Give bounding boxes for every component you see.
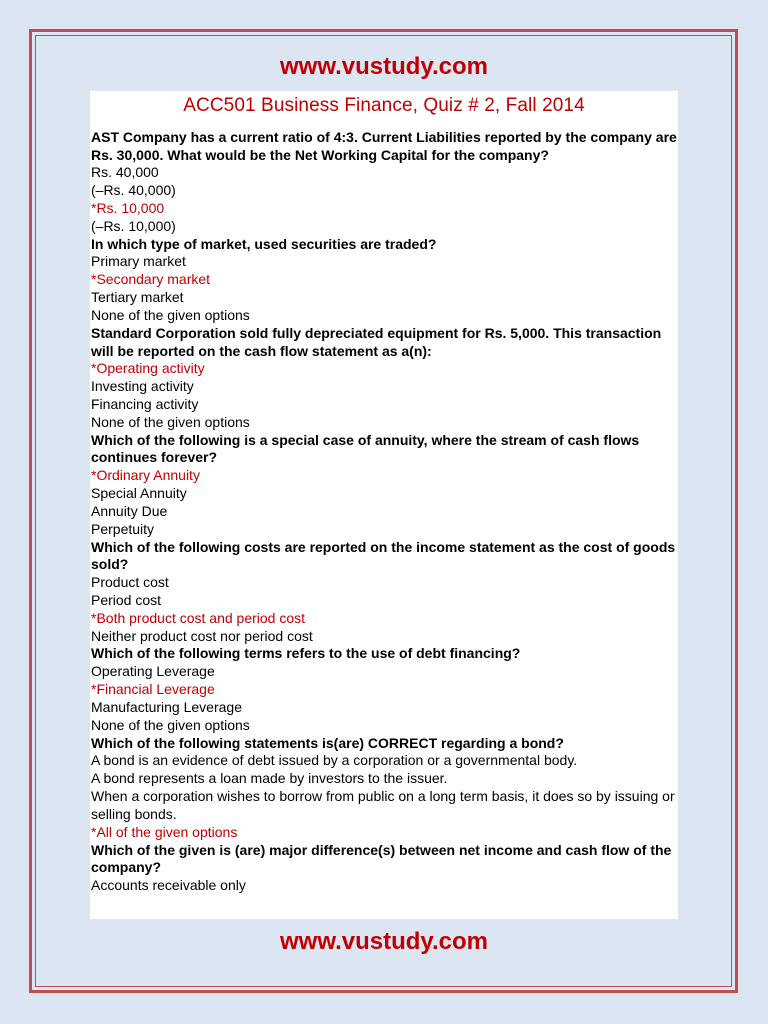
correct-answer-option: *Both product cost and period cost: [91, 609, 306, 626]
answer-option: Special Annuity: [91, 484, 187, 501]
answer-option: Annuity Due: [91, 502, 168, 519]
answer-option: A bond represents a loan made by investors to the issuer.: [91, 770, 448, 787]
answer-option: When a corporation wishes to borrow from public on a long term basis, it does so by issuing or selling bonds.: [91, 788, 675, 822]
question-text: Which of the given is (are) major difference(s) between net income and cash flow of the company?: [91, 841, 672, 876]
answer-option: None of the given options: [91, 307, 250, 324]
correct-answer-option: *All of the given options: [91, 823, 238, 840]
document-panel: [90, 91, 678, 919]
answer-option: Manufacturing Leverage: [91, 698, 242, 715]
question-text: In which type of market, used securities are traded?: [91, 235, 437, 252]
question-text: Which of the following statements is(are) CORRECT regarding a bond?: [91, 734, 564, 751]
answer-option: Rs. 40,000: [91, 164, 159, 181]
answer-option: (–Rs. 40,000): [91, 182, 176, 199]
site-url-footer[interactable]: www.vustudy.com: [279, 928, 489, 955]
question-text: Which of the following costs are reported on the income statement as the cost of goods sold?: [91, 538, 676, 573]
answer-option: A bond is an evidence of debt issued by a corporation or a governmental body.: [91, 752, 578, 769]
answer-option: Tertiary market: [91, 289, 184, 306]
quiz-list: [90, 129, 678, 895]
correct-answer-option: *Financial Leverage: [91, 680, 215, 697]
correct-answer-option: *Operating activity: [91, 360, 205, 377]
correct-answer-option: *Secondary market: [91, 271, 211, 288]
answer-option: None of the given options: [91, 413, 250, 430]
question-text: Which of the following is a special case of annuity, where the stream of cash flows continues forever?: [91, 431, 640, 466]
answer-option: Perpetuity: [91, 520, 155, 537]
answer-option: Operating Leverage: [91, 663, 215, 680]
correct-answer-option: *Ordinary Annuity: [91, 467, 200, 484]
answer-option: (–Rs. 10,000): [91, 217, 176, 234]
site-url-header[interactable]: www.vustudy.com: [279, 53, 489, 80]
answer-option: Accounts receivable only: [91, 877, 246, 893]
answer-option: None of the given options: [91, 716, 250, 733]
document-title: ACC501 Business Finance, Quiz # 2, Fall 2014: [183, 95, 585, 116]
answer-option: Neither product cost nor period cost: [91, 627, 313, 644]
answer-option: Period cost: [91, 591, 162, 608]
question-text: Which of the following terms refers to the use of debt financing?: [91, 645, 521, 662]
answer-option: Product cost: [91, 573, 169, 590]
question-text: AST Company has a current ratio of 4:3. Current Liabilities reported by the company are Rs. 30,000. What would be the Net Working Capital for the company?: [91, 129, 677, 163]
answer-option: Primary market: [91, 253, 186, 270]
correct-answer-option: *Rs. 10,000: [91, 200, 165, 216]
answer-option: Investing activity: [91, 378, 194, 395]
answer-option: Financing activity: [91, 396, 199, 413]
question-text: Standard Corporation sold fully depreciated equipment for Rs. 5,000. This transaction will be reported on the cash flow statement as a(n):: [91, 325, 662, 359]
